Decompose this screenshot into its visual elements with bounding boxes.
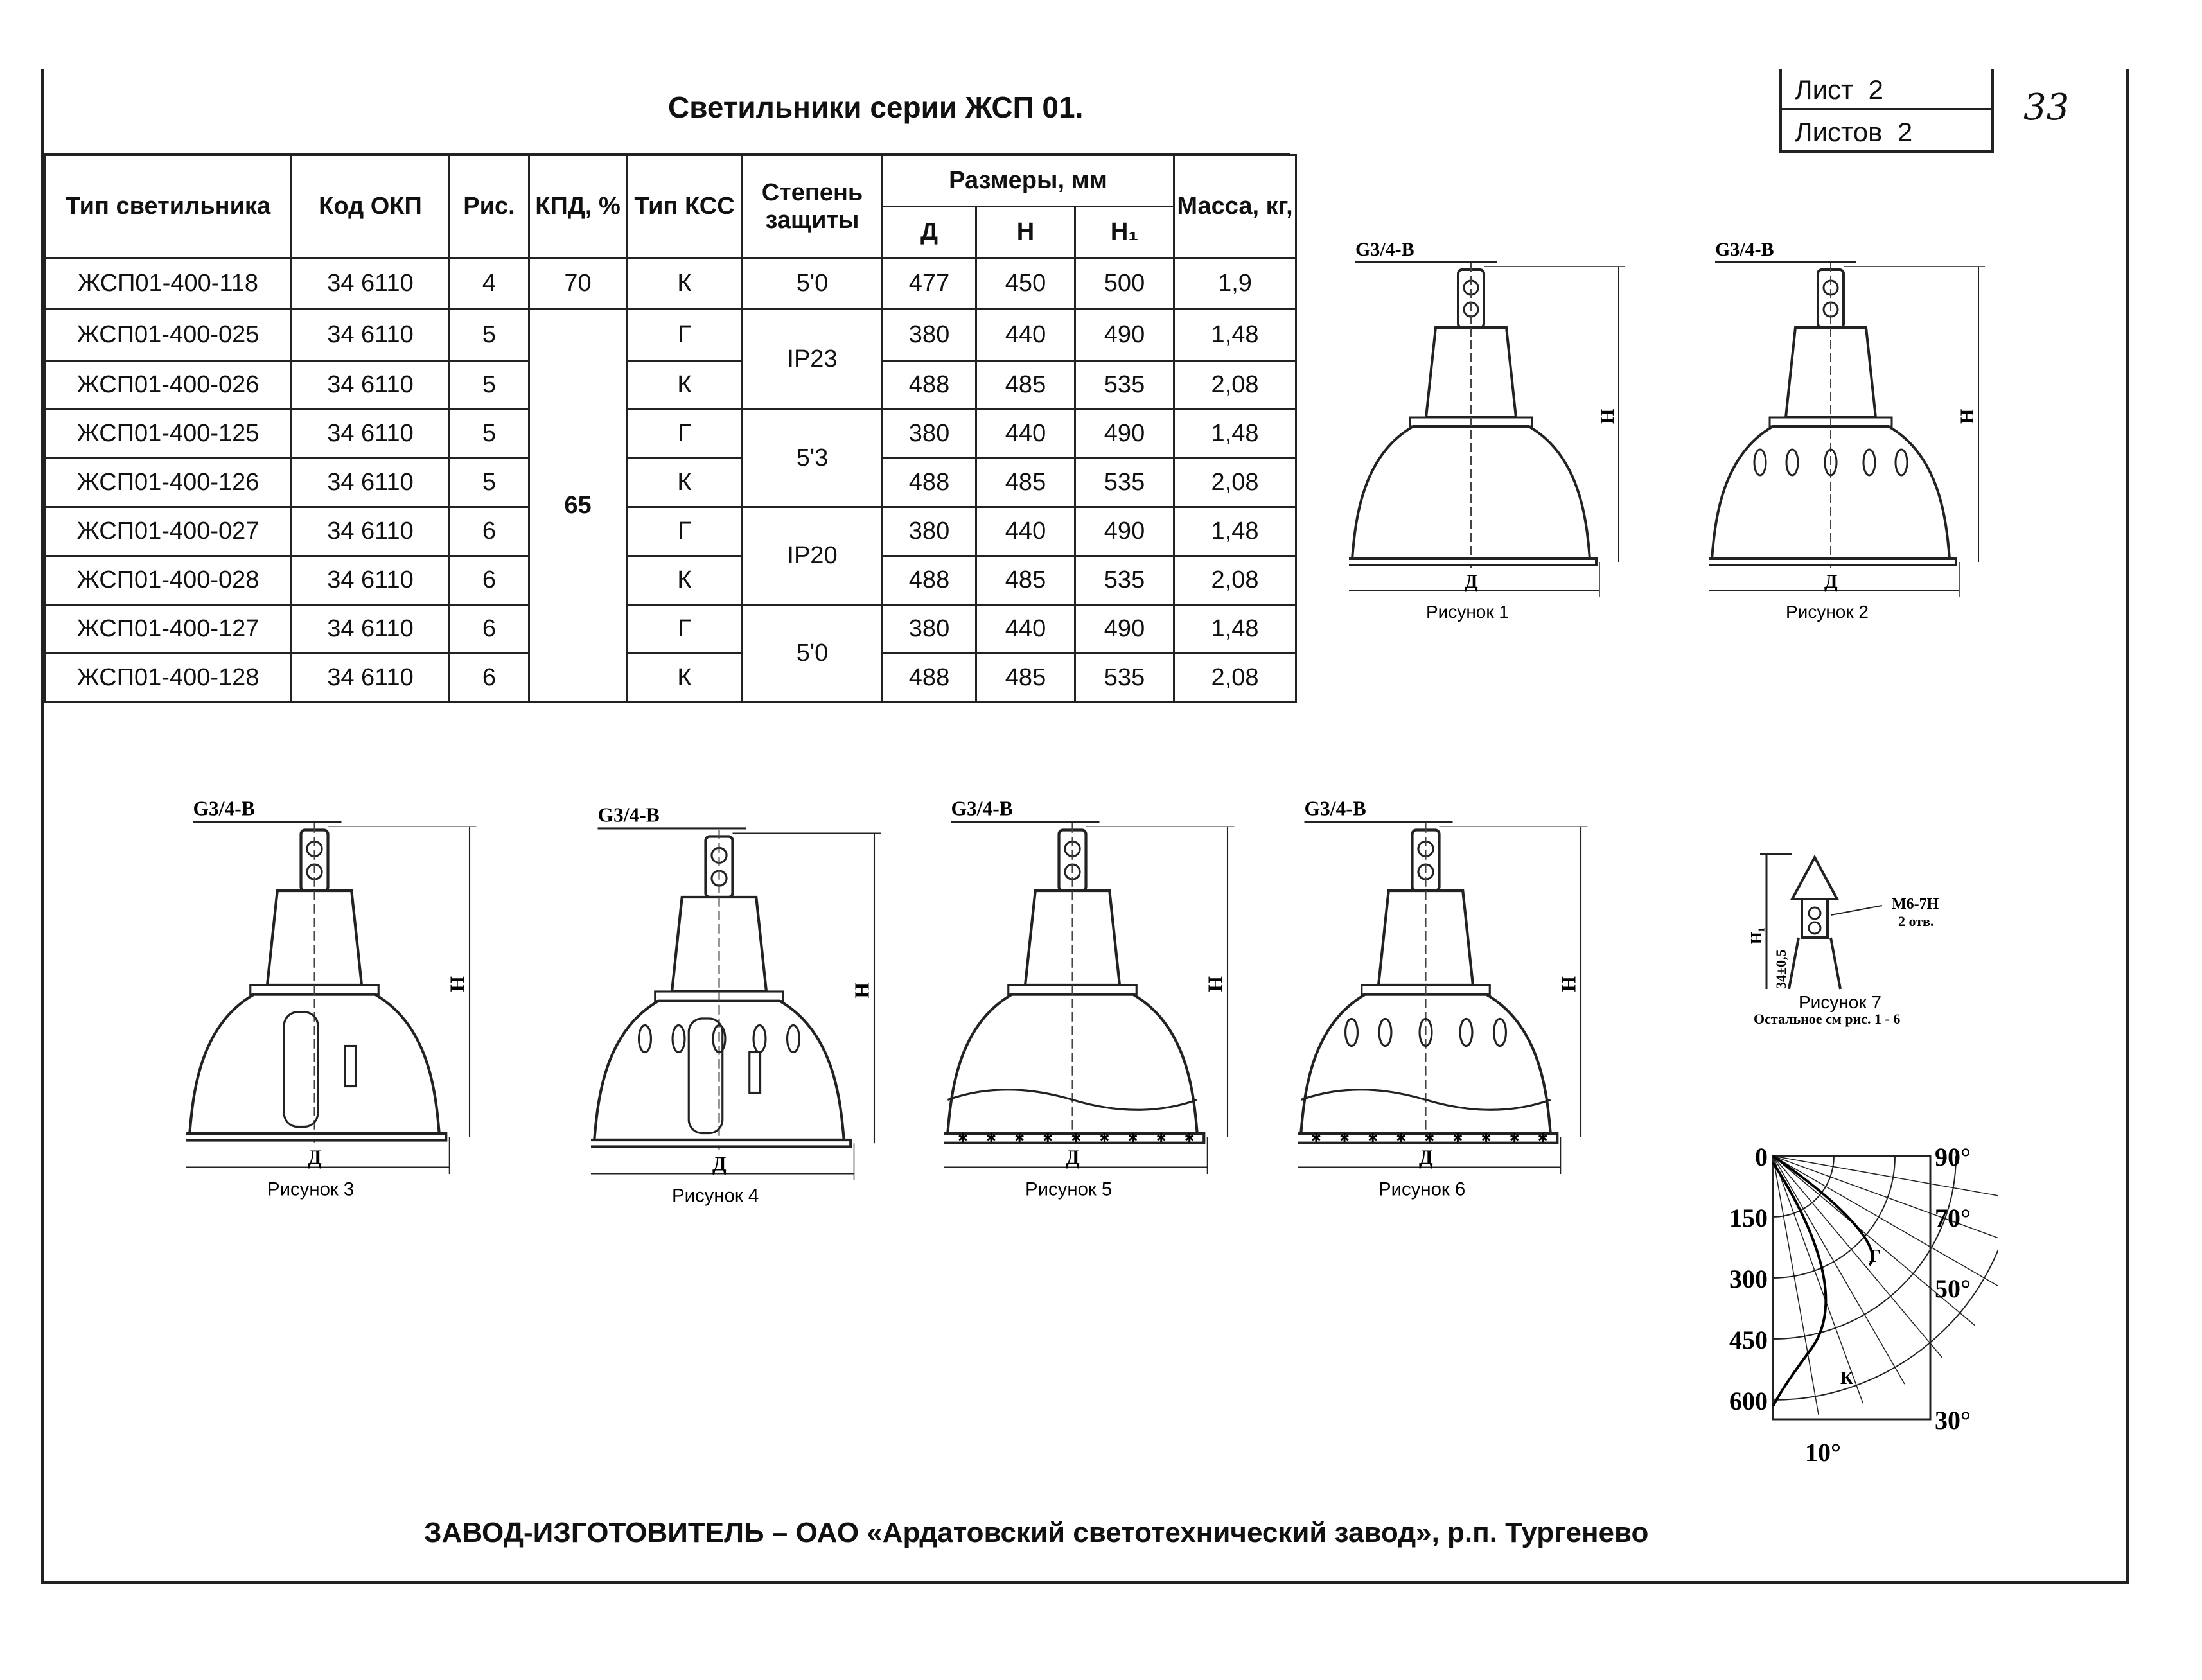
cell-okp: 34 6110 [292,605,450,654]
curve-label-k: К [1840,1369,1854,1388]
cell-d: 488 [883,556,976,605]
polar-ray [1773,1156,1863,1403]
cell-kss: Г [627,410,743,459]
radial-label: 600 [1729,1387,1768,1415]
header-h1: Н₁ [1075,207,1174,258]
cell-kss: Г [627,507,743,556]
cell-type: ЖСП01-400-027 [45,507,292,556]
reflector-rim [1709,559,1956,565]
eff-group-value: 65 [564,492,592,519]
cell-h1: 535 [1075,459,1174,507]
figure-caption: Рисунок 6 [1378,1178,1466,1200]
thread-label: G3/4-B [1355,239,1414,260]
header-kss: Тип КСС [627,155,743,258]
cell-h1: 500 [1075,258,1174,310]
cell-h: 440 [976,507,1075,556]
cell-fig: 6 [450,507,529,556]
sheet-divider [1991,69,1994,153]
cell-h: 440 [976,310,1075,361]
spec-table [44,154,1297,703]
cell-kss: К [627,459,743,507]
clip-icon: ✱ [958,1131,968,1146]
radial-label: 150 [1729,1203,1768,1232]
dim-d-label: Д [1066,1146,1080,1169]
clip-icon: ✱ [1311,1131,1321,1146]
table-row [45,310,1296,361]
figure-caption: Рисунок 5 [1025,1178,1113,1200]
sheet-info-box [1779,69,1994,153]
clip-icon: ✱ [1537,1131,1548,1146]
luminaire-figure-4 [591,803,881,1207]
dim-h-label: Н [1597,408,1618,424]
clip-icon: ✱ [1071,1131,1082,1146]
cell-okp: 34 6110 [292,258,450,310]
table-row [45,361,1296,410]
cell-kss: Г [627,310,743,361]
clip-icon: ✱ [1509,1131,1520,1146]
cell-d: 380 [883,410,976,459]
cell-type: ЖСП01-400-028 [45,556,292,605]
clip-icon: ✱ [1156,1131,1167,1146]
clip-icon: ✱ [1339,1131,1350,1146]
dim-d-label: Д [712,1152,727,1175]
page-title: Светильники серии ЖСП 01. [668,91,1084,124]
cell-protection-group: 5'3 [743,410,883,507]
cell-d: 488 [883,361,976,410]
figure-7 [1728,841,1972,1028]
cell-type: ЖСП01-400-026 [45,361,292,410]
cell-mass: 1,9 [1174,258,1296,310]
cell-h: 485 [976,361,1075,410]
cell-mass: 2,08 [1174,361,1296,410]
cell-h: 485 [976,654,1075,703]
cell-eff-group [529,310,627,703]
dim-h-label: Н [1557,976,1580,992]
header-okp: Код ОКП [292,155,450,258]
cell-d: 488 [883,654,976,703]
header-type: Тип светильника [45,155,292,258]
cell-d: 380 [883,605,976,654]
radial-label: 300 [1729,1264,1768,1293]
cell-h1: 535 [1075,556,1174,605]
luminaire-figure-5 [944,796,1235,1201]
sheets-label: Листов [1795,117,1883,147]
leader-line [1831,906,1882,915]
cell-protection-group: IP23 [743,310,883,410]
header-eff: КПД, % [529,155,627,258]
cell-mass: 1,48 [1174,507,1296,556]
cell-fig: 5 [450,361,529,410]
reflector-rim [591,1140,850,1147]
cell-type: ЖСП01-400-127 [45,605,292,654]
clip-icon: ✱ [1043,1131,1053,1146]
cell-fig: 6 [450,605,529,654]
manufacturer-footer: ЗАВОД-ИЗГОТОВИТЕЛЬ – ОАО «Ардатовский светотехнический завод», р.п. Тургенево [424,1517,1649,1548]
cell-d: 380 [883,507,976,556]
reflector-rim [1349,559,1596,565]
angle-label: 50° [1935,1274,1971,1303]
fig7-holes-label: 2 отв. [1898,913,1934,929]
luminaire-figure-2 [1709,238,1985,623]
clip-icon: ✱ [1014,1131,1025,1146]
curve-label-g: Г [1869,1247,1881,1266]
clip-icon: ✱ [1396,1131,1407,1146]
cell-okp: 34 6110 [292,654,450,703]
cell-mass: 2,08 [1174,654,1296,703]
angle-label: 70° [1935,1203,1971,1232]
radial-label: 0 [1755,1142,1768,1171]
fig7-note: Остальное см рис. 1 - 6 [1754,1011,1901,1027]
cell-protection: 5'0 [743,258,883,310]
table-row [45,258,1296,310]
figure-caption: Рисунок 3 [267,1178,355,1200]
header-dims: Размеры, мм [883,155,1174,207]
radial-label: 450 [1729,1326,1768,1354]
dim-h-label: Н [850,983,874,999]
dim-h-label: Н [446,976,469,992]
cell-fig: 6 [450,654,529,703]
clip-icon: ✱ [986,1131,996,1146]
cell-kss: Г [627,605,743,654]
header-protection: Степень защиты [743,155,883,258]
cell-mass: 1,48 [1174,310,1296,361]
cell-h: 485 [976,556,1075,605]
cell-okp: 34 6110 [292,459,450,507]
cell-fig: 6 [450,556,529,605]
thread-label: G3/4-B [951,797,1013,820]
thread-label: G3/4-B [1304,797,1366,820]
cell-mass: 2,08 [1174,556,1296,605]
cell-protection-group: IP20 [743,507,883,605]
cell-h: 440 [976,410,1075,459]
figure-caption: Рисунок 4 [672,1185,759,1207]
cell-mass: 1,48 [1174,605,1296,654]
page-number: 33 [2023,87,2070,128]
header-fig: Рис. [450,155,529,258]
cell-d: 380 [883,310,976,361]
sheet-label: Лист [1795,74,1854,105]
figure-caption: Рисунок 1 [1426,602,1509,622]
header-h: Н [976,207,1075,258]
cell-protection-group: 5'0 [743,605,883,703]
thread-label: G3/4-B [1715,239,1774,260]
cell-h1: 490 [1075,310,1174,361]
reflector-rim [186,1133,446,1141]
header-mass: Масса, кг, [1174,155,1296,258]
cell-okp: 34 6110 [292,361,450,410]
table-row [45,459,1296,507]
cell-fig: 5 [450,459,529,507]
luminaire-figure-3 [186,796,477,1201]
dim-h-label: Н [1957,408,1978,424]
polar-ray [1773,1156,1942,1358]
cell-type: ЖСП01-400-025 [45,310,292,361]
cell-h1: 490 [1075,410,1174,459]
cell-h: 440 [976,605,1075,654]
clip-icon: ✱ [1184,1131,1195,1146]
sheet-row [1782,69,1994,110]
fig7-dim-label: 34±0,5 [1773,949,1789,989]
table-row [45,410,1296,459]
cell-mass: 2,08 [1174,459,1296,507]
thread-label: G3/4-B [193,797,255,820]
cell-type: ЖСП01-400-126 [45,459,292,507]
clip-icon: ✱ [1452,1131,1463,1146]
cell-kss: К [627,654,743,703]
curve-g [1773,1156,1872,1265]
clip-icon: ✱ [1424,1131,1435,1146]
dim-d-label: Д [1419,1146,1433,1169]
cell-h1: 490 [1075,507,1174,556]
sheets-row [1782,112,1994,153]
table-row [45,507,1296,556]
fig7-body [1789,938,1840,989]
cell-h1: 535 [1075,654,1174,703]
figure-caption: Рисунок 2 [1786,602,1869,622]
table-row [45,556,1296,605]
cell-h: 450 [976,258,1075,310]
cell-okp: 34 6110 [292,507,450,556]
fig7-caption: Рисунок 7 [1799,992,1881,1012]
table-row [45,654,1296,703]
cell-type: ЖСП01-400-118 [45,258,292,310]
cell-kss: К [627,361,743,410]
dim-d-label: Д [308,1146,322,1169]
cell-fig: 4 [450,258,529,310]
clip-icon: ✱ [1127,1131,1138,1146]
angle-label: 10° [1805,1438,1841,1467]
cell-okp: 34 6110 [292,556,450,605]
thread-label: G3/4-B [597,803,660,827]
clip-icon: ✱ [1368,1131,1378,1146]
fig7-cap [1792,857,1837,899]
angle-label: 30° [1935,1406,1971,1435]
fig7-bolt-label: М6-7Н [1892,896,1939,913]
cell-h1: 490 [1075,605,1174,654]
dim-d-label: Д [1465,571,1478,592]
sheet-value: 2 [1868,74,1883,105]
fig7-h1-label: Н₁ [1748,927,1765,944]
sheets-value: 2 [1897,117,1913,147]
cell-d: 488 [883,459,976,507]
cell-okp: 34 6110 [292,410,450,459]
dim-d-label: Д [1824,571,1838,592]
cell-fig: 5 [450,310,529,361]
cell-eff: 70 [529,258,627,310]
header-d: Д [883,207,976,258]
dim-h-label: Н [1204,976,1227,992]
luminaire-figure-6 [1298,796,1588,1201]
cell-fig: 5 [450,410,529,459]
cell-type: ЖСП01-400-128 [45,654,292,703]
table-row [45,605,1296,654]
polar-diagram [1728,1137,1998,1471]
cell-type: ЖСП01-400-125 [45,410,292,459]
cell-kss: К [627,556,743,605]
cell-d: 477 [883,258,976,310]
cell-h1: 535 [1075,361,1174,410]
clip-icon: ✱ [1481,1131,1492,1146]
clip-icon: ✱ [1099,1131,1110,1146]
cell-mass: 1,48 [1174,410,1296,459]
cell-h: 485 [976,459,1075,507]
cell-kss: К [627,258,743,310]
cell-okp: 34 6110 [292,310,450,361]
luminaire-figure-1 [1349,238,1625,623]
angle-label: 90° [1935,1142,1971,1171]
